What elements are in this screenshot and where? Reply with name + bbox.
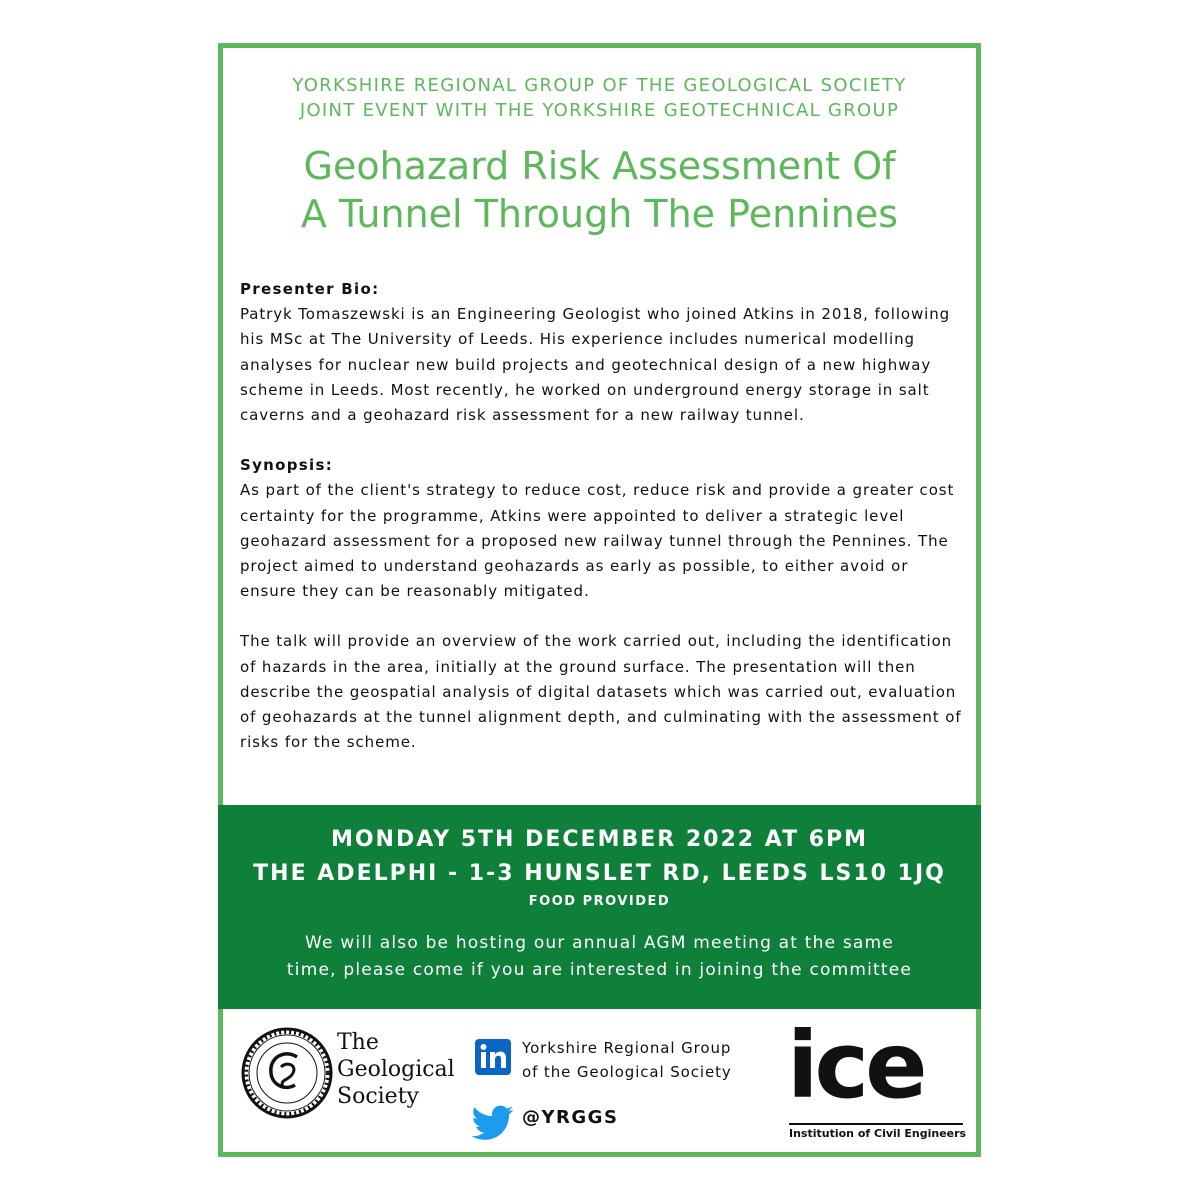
ice-logo [787,1012,969,1140]
event-venue: THE ADELPHI - 1-3 HUNSLET RD, LEEDS LS10 1JQ [253,861,946,886]
food-note: FOOD PROVIDED [528,894,671,909]
geosoc-line-2: Geological [337,1057,455,1082]
geosoc-line-3: Society [337,1084,419,1109]
ice-wordmark: ice [787,1012,924,1119]
linkedin-icon [475,1039,511,1075]
poster-frame [218,43,981,1157]
geosoc-line-1: The [337,1030,379,1055]
synopsis-label: Synopsis: [240,456,333,475]
organiser-line-2: JOINT EVENT WITH THE YORKSHIRE GEOTECHNICAL GROUP [299,100,900,121]
synopsis-paragraph-1: As part of the client's strategy to reduce cost, reduce risk and provide a greater cost certainty for the programme, Atkins were appointed to deliver a strategic level geohazard assessment for a proposed new railway tunnel through the Pennines. The project aimed to understand geohazards as early as possible, to either avoid or ensure they can be reasonably mitigated. [240,481,955,601]
event-title [223,142,976,238]
twitter-handle: @YRGGS [522,1107,619,1128]
title-line-2: A Tunnel Through The Pennines [300,192,899,236]
bio-label: Presenter Bio: [240,280,380,298]
linkedin-label [522,1036,732,1084]
poster-body [240,277,962,755]
event-date: MONDAY 5TH DECEMBER 2022 AT 6PM [330,827,869,852]
title-line-1: Geohazard Risk Assessment Of [303,144,896,188]
twitter-icon [472,1105,514,1141]
event-details-band [218,805,981,1009]
organiser-heading [223,73,976,123]
linkedin-line-1: Yorkshire Regional Group [522,1039,732,1057]
linkedin-line-2: of the Geological Society [522,1063,732,1081]
ice-divider [789,1123,963,1125]
agm-line-2: time, please come if you are interested in joining the committee [286,960,913,980]
bio-text: Patryk Tomaszewski is an Engineering Geologist who joined Atkins in 2018, following his MSc at The University of Leeds. His experience includes numerical modelling analyses for nuclear new build projects and geotechnical design of a new highway scheme in Leeds. Most recently, he worked on underground energy storage in salt caverns and a geohazard risk assessment for a new railway tunnel. [240,305,951,425]
geological-society-wordmark [337,1029,455,1110]
agm-note [218,930,981,984]
ice-full-name: Institution of Civil Engineers [789,1127,967,1140]
agm-line-1: We will also be hosting our annual AGM meeting at the same [305,933,894,953]
sponsor-footer [223,1009,976,1157]
organiser-line-1: YORKSHIRE REGIONAL GROUP OF THE GEOLOGICAL SOCIETY [292,75,907,96]
synopsis-paragraph-2: The talk will provide an overview of the work carried out, including the identification of hazards in the area, initially at the ground surface. The presentation will then describe the geospatial analysis of digital datasets which was carried out, evaluation of geohazards at the tunnel alignment depth, and culminating with the assessment of risks for the scheme. [240,632,962,752]
geological-society-seal-icon [241,1027,333,1119]
